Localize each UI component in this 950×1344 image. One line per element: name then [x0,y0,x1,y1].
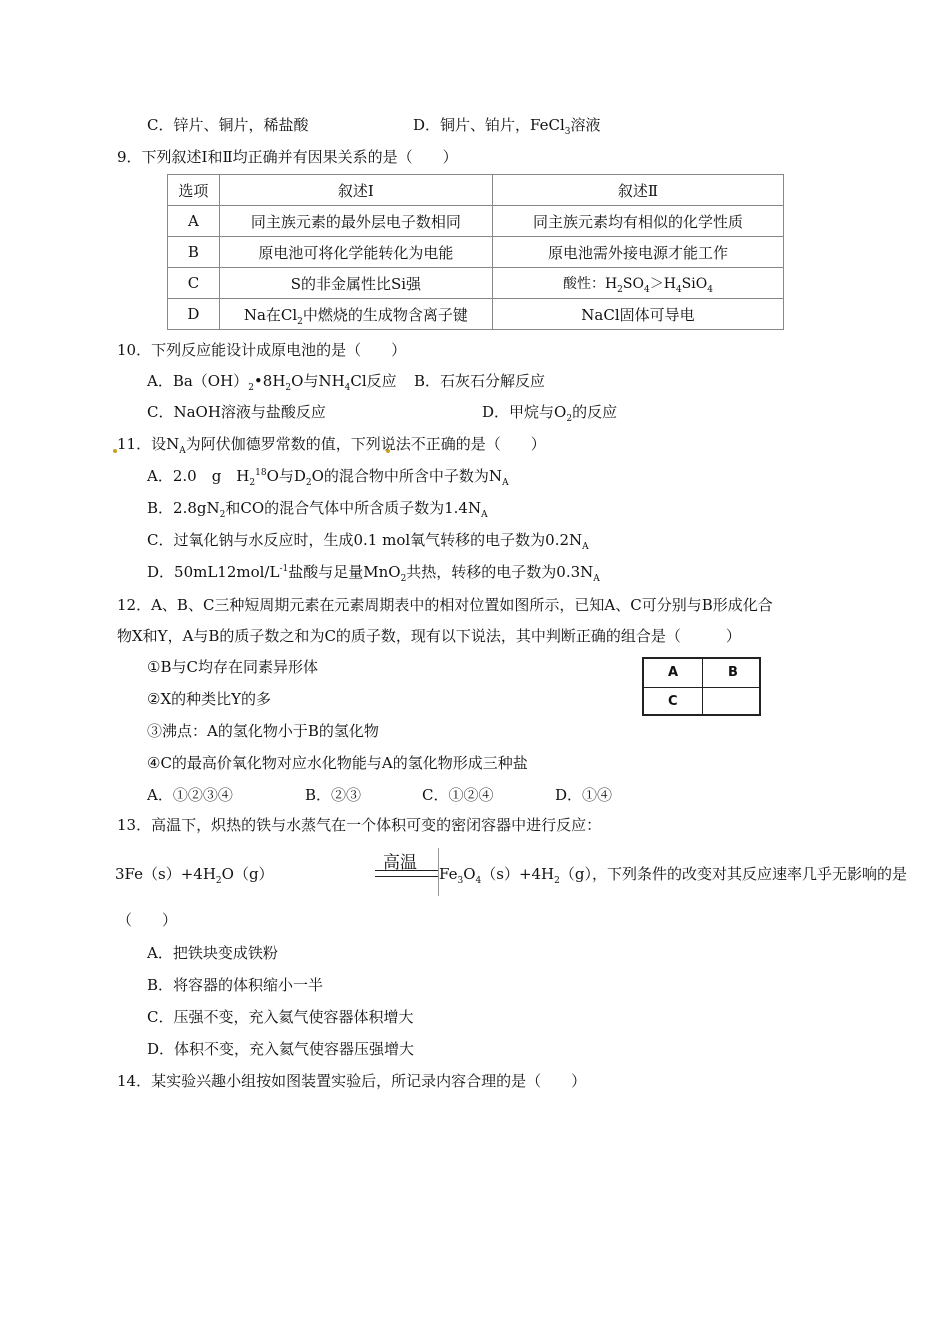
q12-option-a: A．①②③④ [147,786,233,804]
q10-option-a: A．$Ba(OH)_2•8H_2O$与$NH_4Cl$反应 [147,372,397,393]
q10-option-d: D．甲烷与$O_2$的反应 [482,403,618,424]
table-header-row [168,175,784,206]
row-option: A [168,206,220,237]
q11-option-c: C．过氧化钠与水反应时，生成0.1 mol氧气转移的电子数为$0.2N_A$ [147,531,589,552]
grid-cell-b: B [728,665,738,680]
header-option: 选项 [168,175,220,206]
q13-answer-paren: （ ） [117,911,178,929]
row-statement-2: 酸性：$H_2SO_4>H_4SiO_4$ [492,268,783,299]
q12-stem-line1: 12．A、B、C三种短周期元素在元素周期表中的相对位置如图所示，已知A、C可分别与B形成化合 [117,596,773,614]
header-statement-2: 叙述Ⅱ [492,175,783,206]
q11-option-b: B．$2.8gN_2$和CO的混合气体中所含质子数为$1.4N_A$ [147,499,488,520]
q13-option-a: A．把铁块变成铁粉 [147,944,278,962]
grid-hline [644,687,759,688]
table-row [168,268,784,299]
row-statement-2: 同主族元素均有相似的化学性质 [492,206,783,237]
row-statement-2: 原电池需外接电源才能工作 [492,237,783,268]
q11-option-d: D．$50mL12mol/L^{-1}$盐酸与足量MnO$_2$共热，转移的电子数为$0.3N_A$ [147,563,600,584]
row-option: D [168,299,220,330]
q11-stem: 11．设$N_A$为阿伏伽德罗常数的值，下列说法不正确的是（ ） [117,435,546,456]
row-statement-1: Na在$Cl_2$中燃烧的生成物含离子键 [219,299,492,330]
reaction-condition: 高温 [383,853,417,873]
header-statement-1: 叙述Ⅰ [219,175,492,206]
q10-stem: 10．下列反应能设计成原电池的是（ ） [117,341,407,359]
q12-option-b: B．②③ [305,786,362,804]
row-option: B [168,237,220,268]
reaction-right: $Fe_3O_4(s)+4H_2(g)$，下列条件的改变对其反应速率几乎无影响的是 [439,865,907,886]
row-statement-1: 原电池可将化学能转化为电能 [219,237,492,268]
q8-option-c: C．锌片、铜片，稀盐酸 [147,116,309,134]
row-statement-2: NaCl固体可导电 [492,299,783,330]
q13-option-d: D．体积不变，充入氦气使容器压强增大 [147,1040,415,1058]
q9-stem: 9．下列叙述Ⅰ和Ⅱ均正确并有因果关系的是（ ） [117,148,458,166]
q13-option-b: B．将容器的体积缩小一半 [147,976,324,994]
q14-stem: 14．某实验兴趣小组按如图装置实验后，所记录内容合理的是（ ） [117,1072,587,1090]
q9-table [167,174,784,330]
q12-statement-4: ④C的最高价氧化物对应水化物能与A的氢化物形成三种盐 [147,754,528,772]
q12-option-d: D．①④ [555,786,613,804]
q13-reaction [115,848,907,896]
q12-statement-1: ①B与C均存在同素异形体 [147,658,318,676]
table-row [168,299,784,330]
q8-option-d: D．铜片、铂片，FeCl$_3$溶液 [413,116,601,137]
q10-option-c: C．NaOH溶液与盐酸反应 [147,403,326,421]
table-row [168,206,784,237]
q13-stem: 13．高温下，炽热的铁与水蒸气在一个体积可变的密闭容器中进行反应： [117,816,602,834]
q10-option-b: B．石灰石分解反应 [414,372,546,390]
grid-cell-a: A [668,665,679,680]
table-row [168,237,784,268]
q13-option-c: C．压强不变，充入氦气使容器体积增大 [147,1008,414,1026]
row-statement-1: S的非金属性比Si强 [219,268,492,299]
q12-statement-2: ②X的种类比Y的多 [147,690,272,708]
q11-option-a: A．2.0 g $H_2^{18}O$与$D_2O$的混合物中所含中子数为$N_A$ [147,467,509,488]
grid-cell-c: C [668,694,678,709]
row-option: C [168,268,220,299]
row-statement-1: 同主族元素的最外层电子数相同 [219,206,492,237]
q12-stem-line2: 物X和Y，A与B的质子数之和为C的质子数，现有以下说法，其中判断正确的组合是（ ） [117,627,741,645]
equals-arrow-icon [375,870,439,877]
periodic-table-grid [642,657,761,716]
q12-option-c: C．①②④ [422,786,494,804]
reaction-left: $3Fe(s)+4H_2O(g)$ [115,865,274,886]
q12-statement-3: ③沸点：A的氢化物小于B的氢化物 [147,722,379,740]
